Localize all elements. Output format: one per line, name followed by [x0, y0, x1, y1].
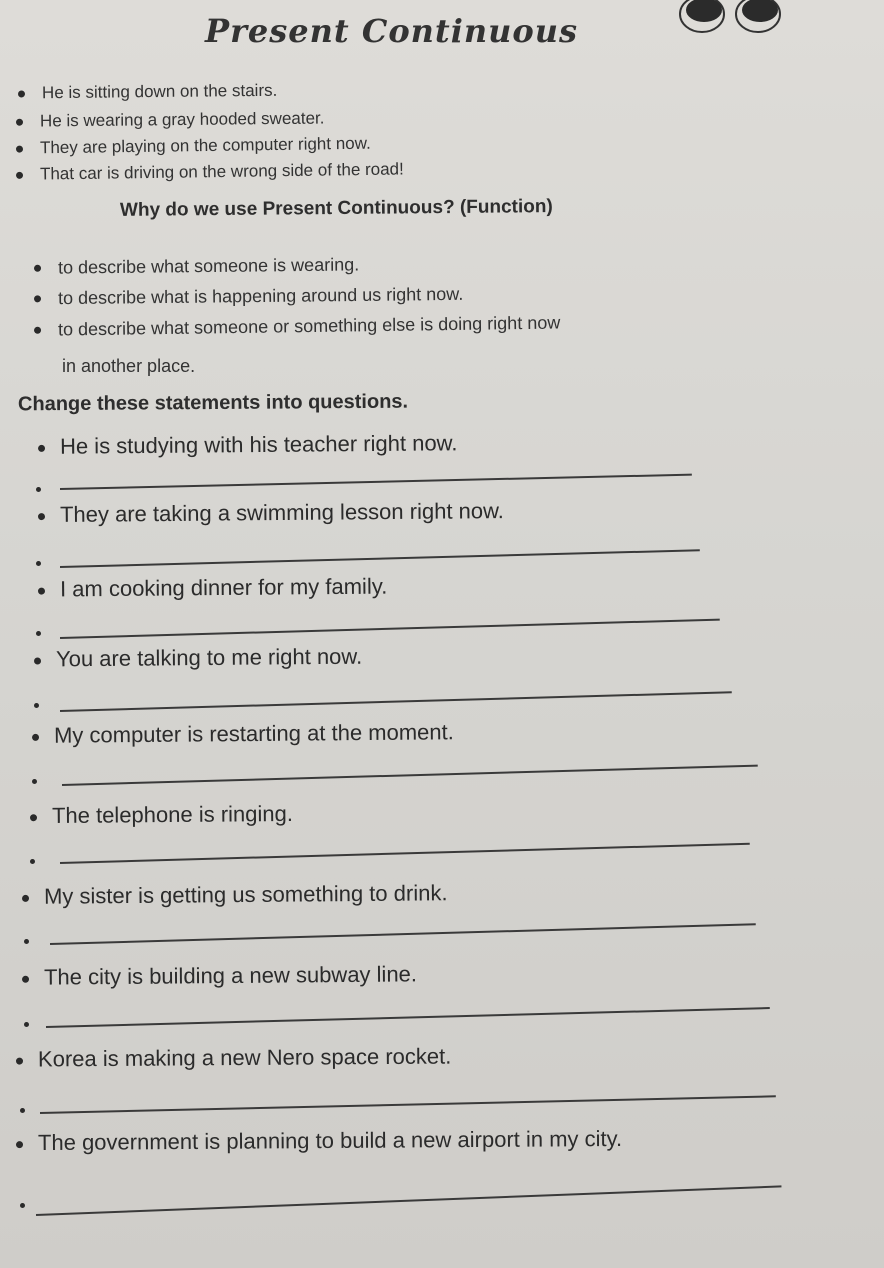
answer-bullet	[36, 561, 41, 566]
statement-item	[56, 644, 362, 673]
answer-bullet	[30, 859, 35, 864]
function-text: to describe what someone is wearing.	[57, 254, 360, 278]
answer-line[interactable]	[60, 474, 692, 490]
answer-line[interactable]	[60, 691, 732, 711]
statement-text: I am cooking dinner for my family.	[59, 573, 388, 602]
function-item	[58, 309, 561, 342]
task-heading: Change these statements into questions.	[17, 390, 409, 416]
bullet	[34, 657, 41, 664]
bullet	[16, 119, 23, 126]
statement-text: My sister is getting us something to drink.	[43, 880, 448, 909]
bullet	[16, 172, 23, 179]
function-text: to describe what someone or something else is doing right now	[57, 312, 561, 340]
answer-line[interactable]	[60, 619, 720, 639]
answer-bullet	[36, 487, 41, 492]
bullet	[38, 513, 45, 520]
example-item	[42, 81, 277, 103]
bullet	[32, 734, 39, 741]
statement-text: The city is building a new subway line.	[43, 961, 418, 990]
bullet	[38, 445, 45, 452]
bullet	[16, 1058, 23, 1065]
bullet	[34, 327, 41, 334]
bullet	[30, 814, 37, 821]
bullet	[38, 588, 45, 595]
statement-item	[44, 880, 448, 910]
bullet	[16, 146, 23, 153]
statement-text: My computer is restarting at the moment.	[53, 719, 454, 748]
example-text: That car is driving on the wrong side of the road!	[39, 159, 404, 184]
answer-line[interactable]	[46, 1007, 770, 1027]
function-text: in another place.	[62, 356, 196, 376]
statement-text: Korea is making a new Nero space rocket.	[37, 1043, 452, 1072]
statement-text: They are taking a swimming lesson right now.	[59, 498, 504, 527]
answer-bullet	[34, 703, 39, 708]
function-item	[58, 251, 359, 280]
answer-bullet	[24, 1022, 29, 1027]
answer-bullet	[20, 1108, 25, 1113]
bullet	[18, 90, 25, 97]
function-item	[58, 281, 464, 311]
bullet	[22, 976, 29, 983]
bullet	[34, 265, 41, 272]
statement-item	[60, 430, 458, 459]
answer-line[interactable]	[60, 549, 700, 567]
answer-line[interactable]	[60, 843, 750, 864]
statement-item	[60, 498, 504, 528]
eyes-doodle-icon	[672, 0, 792, 40]
answer-line[interactable]	[50, 923, 756, 944]
page-title: Present Continuous	[205, 12, 579, 50]
answer-bullet	[24, 939, 29, 944]
answer-bullet	[32, 779, 37, 784]
example-text: They are playing on the computer right now.	[39, 133, 371, 158]
statement-text: He is studying with his teacher right now.	[59, 430, 458, 459]
statement-text: The government is planning to build a new airport in my city.	[37, 1125, 623, 1156]
bullet	[34, 295, 41, 302]
function-text: to describe what is happening around us right now.	[57, 283, 464, 309]
bullet	[16, 1141, 23, 1148]
answer-bullet	[20, 1203, 25, 1208]
statement-item	[52, 801, 293, 829]
statement-item	[54, 719, 454, 748]
function-heading: Why do we use Present Continuous? (Function)	[119, 196, 553, 221]
statement-item	[38, 1126, 622, 1156]
answer-line[interactable]	[40, 1095, 776, 1113]
function-continuation	[62, 353, 195, 379]
answer-bullet	[36, 631, 41, 636]
statement-item	[44, 961, 417, 990]
statement-text: You are talking to me right now.	[55, 643, 363, 672]
statement-text: The telephone is ringing.	[51, 800, 294, 829]
example-text: He is sitting down on the stairs.	[41, 80, 278, 103]
example-item	[40, 159, 404, 184]
example-text: He is wearing a gray hooded sweater.	[39, 108, 325, 131]
statement-item	[38, 1044, 451, 1073]
answer-line[interactable]	[36, 1185, 782, 1215]
answer-line[interactable]	[62, 765, 758, 786]
example-item	[40, 134, 371, 159]
statement-item	[60, 574, 387, 603]
bullet	[22, 895, 29, 902]
example-item	[40, 109, 325, 132]
